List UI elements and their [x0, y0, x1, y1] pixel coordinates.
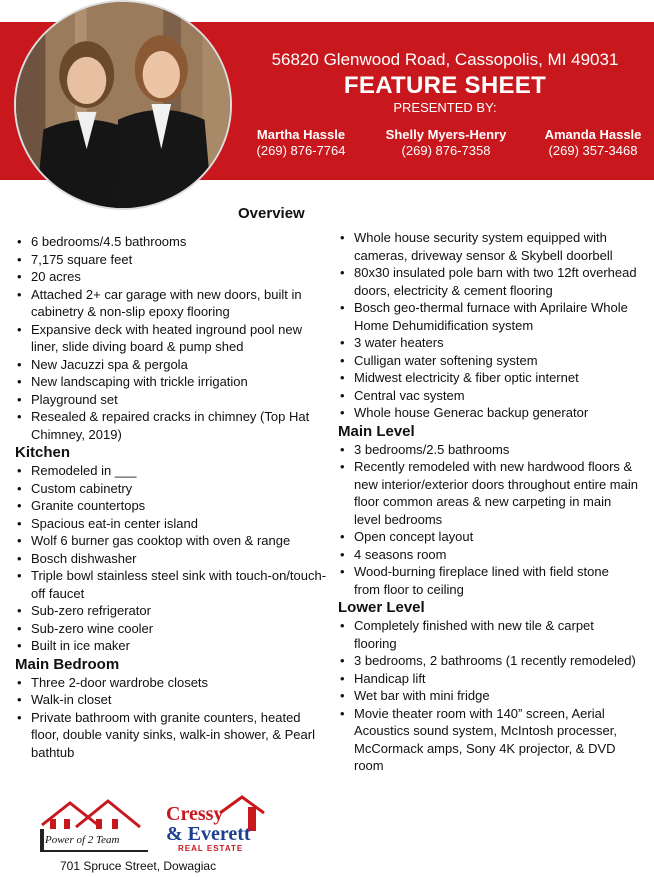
agent-martha: [246, 127, 356, 158]
overview-list-left: [15, 233, 330, 443]
agents-photo: [14, 0, 232, 210]
list-item: • Resealed & repaired cracks in chimney (Top Hat Chimney, 2019): [15, 408, 330, 443]
list-item: • Custom cabinetry: [15, 480, 330, 498]
list-item: • Bosch dishwasher: [15, 550, 330, 568]
list-item: • New landscaping with trickle irrigation: [15, 373, 330, 391]
logo2-line3: REAL ESTATE: [178, 844, 244, 853]
main-level-list: [338, 441, 638, 599]
list-item: • 3 bedrooms, 2 bathrooms (1 recently remodeled): [338, 652, 638, 670]
lower-level-list: [338, 617, 638, 775]
list-item: • Completely finished with new tile & carpet flooring: [338, 617, 638, 652]
list-item: • 4 seasons room: [338, 546, 638, 564]
list-item: • Handicap lift: [338, 670, 638, 688]
list-item: • Private bathroom with granite counters, heated floor, double vanity sinks, walk-in shower, & Pearl bathtub: [15, 709, 330, 762]
cressy-everett-logo: [162, 793, 266, 855]
list-item: • Three 2-door wardrobe closets: [15, 674, 330, 692]
list-item: • Granite countertops: [15, 497, 330, 515]
list-item: • 3 water heaters: [338, 334, 638, 352]
list-item: • Midwest electricity & fiber optic internet: [338, 369, 638, 387]
main-bedroom-list: [15, 674, 330, 762]
page-title: FEATURE SHEET: [343, 72, 547, 99]
list-item: • Movie theater room with 140” screen, Aerial Acoustics sound system, McIntosh processer, McCormack amps, Sony 4K projector, & DVD room: [338, 705, 638, 775]
list-item: • Attached 2+ car garage with new doors, built in cabinetry & non-slip epoxy flooring: [15, 286, 330, 321]
list-item: • 3 bedrooms/2.5 bathrooms: [338, 441, 638, 459]
list-item: • Wood-burning fireplace lined with field stone from floor to ceiling: [338, 563, 638, 598]
logo1-text: Power of 2 Team: [45, 834, 120, 846]
main-bedroom-heading: Main Bedroom: [15, 655, 120, 673]
list-item: • Whole house Generac backup generator: [338, 404, 638, 422]
logo2-line2: & Everett: [166, 823, 251, 845]
agent-name: Martha Hassle: [256, 127, 346, 142]
office-address: 701 Spruce Street, Dowagiac: [60, 859, 217, 873]
list-item: • Open concept layout: [338, 528, 638, 546]
kitchen-list: [15, 462, 330, 655]
list-item: • 80x30 insulated pole barn with two 12ft overhead doors, electricity & cement flooring: [338, 264, 638, 299]
list-item: • Recently remodeled with new hardwood floors & new interior/exterior doors throughout entire main floor common areas & new carpeting in main level bedrooms: [338, 458, 638, 528]
list-item: • Spacious eat-in center island: [15, 515, 330, 533]
list-item: • Remodeled in ___: [15, 462, 330, 480]
list-item: • 6 bedrooms/4.5 bathrooms: [15, 233, 330, 251]
agent-amanda: [532, 127, 654, 158]
list-item: • Sub-zero refrigerator: [15, 602, 330, 620]
right-column: [338, 229, 638, 775]
overview-heading: Overview: [238, 205, 305, 222]
list-item: • Walk-in closet: [15, 691, 330, 709]
list-item: • Whole house security system equipped with cameras, driveway sensor & Skybell doorbell: [338, 229, 638, 264]
agent-phone: (269) 876-7764: [256, 143, 346, 158]
list-item: • Expansive deck with heated inground pool new liner, slide diving board & pump shed: [15, 321, 330, 356]
logo2-line1: Cressy: [166, 803, 224, 825]
list-item: • Central vac system: [338, 387, 638, 405]
list-item: • 20 acres: [15, 268, 330, 286]
list-item: • Triple bowl stainless steel sink with touch-on/touch-off faucet: [15, 567, 330, 602]
lower-level-heading: Lower Level: [338, 599, 425, 616]
property-address: 56820 Glenwood Road, Cassopolis, MI 49031: [271, 50, 619, 69]
list-item: • Playground set: [15, 391, 330, 409]
list-item: • Culligan water softening system: [338, 352, 638, 370]
agent-phone: (269) 357-3468: [548, 143, 638, 158]
list-item: • Wet bar with mini fridge: [338, 687, 638, 705]
list-item: • 7,175 square feet: [15, 251, 330, 269]
overview-list-right: [338, 229, 638, 422]
list-item: • Built in ice maker: [15, 637, 330, 655]
list-item: • New Jacuzzi spa & pergola: [15, 356, 330, 374]
agent-shelly: [372, 127, 520, 158]
left-column: [15, 233, 330, 761]
presented-by-label: PRESENTED BY:: [393, 100, 497, 115]
agent-phone: (269) 876-7358: [401, 143, 491, 158]
kitchen-heading: Kitchen: [15, 444, 71, 461]
agent-name: Shelly Myers-Henry: [385, 127, 507, 142]
list-item: • Bosch geo-thermal furnace with Aprilaire Whole Home Dehumidification system: [338, 299, 638, 334]
main-level-heading: Main Level: [338, 422, 415, 440]
agent-name: Amanda Hassle: [544, 127, 642, 142]
list-item: • Sub-zero wine cooler: [15, 620, 330, 638]
list-item: • Wolf 6 burner gas cooktop with oven & range: [15, 532, 330, 550]
power-of-2-team-logo: [36, 795, 154, 857]
